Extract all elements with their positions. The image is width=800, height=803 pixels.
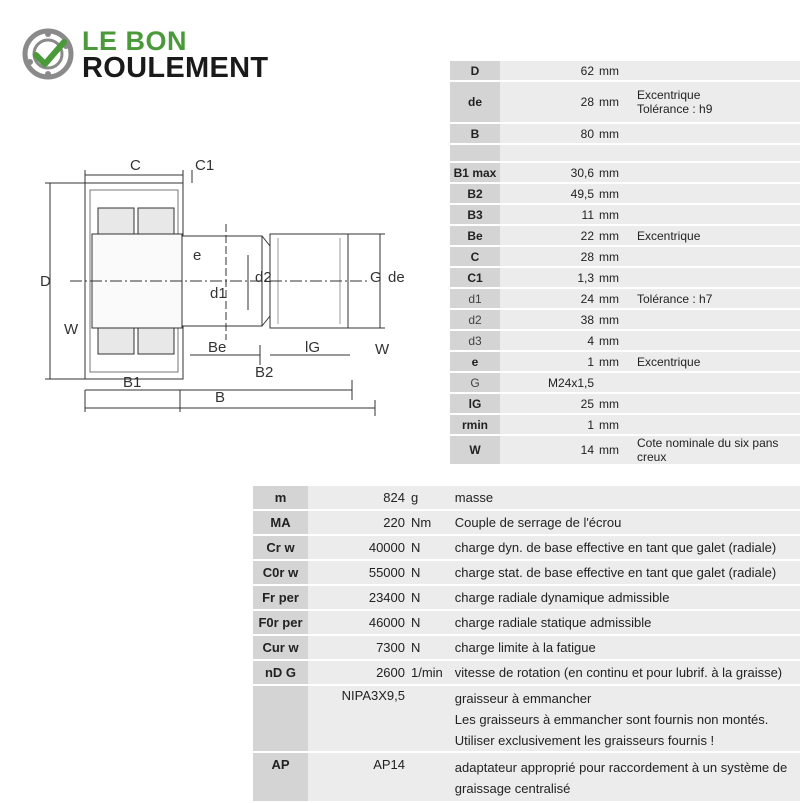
- value-cell: 23400: [308, 586, 408, 609]
- logo[interactable]: [22, 26, 302, 84]
- value-cell: 49,5: [500, 184, 597, 203]
- note-cell: [449, 586, 800, 609]
- note-cell: [629, 124, 800, 143]
- table-row: [450, 394, 800, 413]
- symbol-cell: rmin: [450, 415, 500, 434]
- note-line: Utiliser exclusivement les graisseurs fournis !: [454, 733, 715, 748]
- note-cell: [629, 331, 800, 350]
- unit-cell: mm: [597, 352, 629, 371]
- unit-cell: mm: [597, 124, 629, 143]
- unit-cell: mm: [597, 268, 629, 287]
- table-row: [450, 415, 800, 434]
- note-line: Excentrique: [637, 354, 701, 369]
- label-de: de: [388, 269, 405, 286]
- symbol-cell: AP: [253, 753, 308, 801]
- table-row: [450, 163, 800, 182]
- note-cell: [629, 226, 800, 245]
- note-cell: [449, 636, 800, 659]
- symbol-cell: Be: [450, 226, 500, 245]
- label-lG: lG: [305, 339, 320, 356]
- unit-cell: N: [408, 636, 449, 659]
- technical-drawing: [30, 150, 430, 420]
- unit-cell: N: [408, 611, 449, 634]
- value-cell: 7300: [308, 636, 408, 659]
- unit-cell: mm: [597, 436, 629, 464]
- unit-cell: mm: [597, 394, 629, 413]
- label-G: G: [370, 269, 382, 286]
- unit-cell: g: [408, 486, 449, 509]
- unit-cell: mm: [597, 247, 629, 266]
- value-cell: 80: [500, 124, 597, 143]
- symbol-cell: MA: [253, 511, 308, 534]
- note-cell: [449, 661, 800, 684]
- table-row: [253, 686, 800, 751]
- unit-cell: N: [408, 536, 449, 559]
- symbol-cell: Fr per: [253, 586, 308, 609]
- value-cell: 28: [500, 247, 597, 266]
- table-row: [450, 331, 800, 350]
- table-row: [450, 436, 800, 464]
- value-cell: 38: [500, 310, 597, 329]
- label-B: B: [215, 389, 226, 406]
- value-cell: 28: [500, 82, 597, 122]
- unit-cell: mm: [597, 226, 629, 245]
- properties-table: [253, 484, 800, 803]
- note-cell: [629, 205, 800, 224]
- note-cell: [629, 268, 800, 287]
- unit-cell: mm: [597, 184, 629, 203]
- symbol-cell: F0r per: [253, 611, 308, 634]
- note-line: Couple de serrage de l'écrou: [454, 515, 622, 530]
- table-row: [253, 611, 800, 634]
- symbol-cell: de: [450, 82, 500, 122]
- table-row: [450, 373, 800, 392]
- unit-cell: mm: [597, 61, 629, 80]
- value-cell: 14: [500, 436, 597, 464]
- symbol-cell: Cur w: [253, 636, 308, 659]
- label-W-left: W: [64, 321, 79, 338]
- label-W-right: W: [375, 341, 390, 358]
- note-line: masse: [454, 490, 494, 505]
- table-row: [253, 561, 800, 584]
- unit-cell: 1/min: [408, 661, 449, 684]
- label-e: e: [193, 247, 202, 264]
- table-row: [450, 61, 800, 80]
- note-line: Cote nominale du six pans creux: [637, 436, 779, 464]
- symbol-cell: B: [450, 124, 500, 143]
- note-cell: [629, 247, 800, 266]
- note-cell: [449, 686, 800, 751]
- value-cell: 1,3: [500, 268, 597, 287]
- table-row: [253, 511, 800, 534]
- note-line: graissage centralisé: [454, 781, 571, 796]
- label-d2: d2: [255, 269, 272, 286]
- symbol-cell: B3: [450, 205, 500, 224]
- value-cell: 824: [308, 486, 408, 509]
- table-spacer: [450, 145, 800, 161]
- note-cell: [449, 611, 800, 634]
- value-cell: 25: [500, 394, 597, 413]
- unit-cell: mm: [597, 310, 629, 329]
- note-cell: [629, 61, 800, 80]
- value-cell: 4: [500, 331, 597, 350]
- value-cell: 1: [500, 352, 597, 371]
- unit-cell: [597, 373, 629, 392]
- logo-line-1: LE BON: [82, 26, 188, 56]
- value-cell: 11: [500, 205, 597, 224]
- unit-cell: Nm: [408, 511, 449, 534]
- table-row: [253, 636, 800, 659]
- table-row: [253, 586, 800, 609]
- symbol-cell: e: [450, 352, 500, 371]
- note-line: Tolérance : h7: [637, 291, 713, 306]
- unit-cell: mm: [597, 205, 629, 224]
- table-row: [450, 205, 800, 224]
- label-D: D: [40, 273, 51, 290]
- value-cell: 46000: [308, 611, 408, 634]
- value-cell: 24: [500, 289, 597, 308]
- table-row: [450, 184, 800, 203]
- table-row: [253, 536, 800, 559]
- table-row: [450, 82, 800, 122]
- unit-cell: [408, 686, 449, 751]
- label-B2: B2: [255, 364, 274, 381]
- note-cell: [629, 163, 800, 182]
- table-row: [450, 310, 800, 329]
- table-row: [450, 289, 800, 308]
- note-line: charge dyn. de base effective en tant que galet (radiale): [454, 540, 777, 555]
- value-cell: NIPA3X9,5: [308, 686, 408, 751]
- symbol-cell: G: [450, 373, 500, 392]
- symbol-cell: C1: [450, 268, 500, 287]
- note-line: charge limite à la fatigue: [454, 640, 596, 655]
- unit-cell: N: [408, 561, 449, 584]
- note-line: Tolérance : h9: [637, 102, 713, 116]
- dimensions-table: [450, 59, 800, 466]
- value-cell: 62: [500, 61, 597, 80]
- note-cell: [629, 310, 800, 329]
- note-cell: [629, 289, 800, 308]
- table-row: [253, 661, 800, 684]
- note-line: vitesse de rotation (en continu et pour lubrif. à la graisse): [454, 665, 783, 680]
- symbol-cell: Cr w: [253, 536, 308, 559]
- table-row: [450, 247, 800, 266]
- symbol-cell: D: [450, 61, 500, 80]
- note-cell: [449, 486, 800, 509]
- unit-cell: mm: [597, 163, 629, 182]
- note-line: charge radiale dynamique admissible: [454, 590, 670, 605]
- symbol-cell: W: [450, 436, 500, 464]
- note-cell: [629, 82, 800, 122]
- value-cell: 30,6: [500, 163, 597, 182]
- table-row: [450, 268, 800, 287]
- unit-cell: [408, 753, 449, 801]
- unit-cell: mm: [597, 289, 629, 308]
- symbol-cell: nD G: [253, 661, 308, 684]
- note-line: Les graisseurs à emmancher sont fournis non montés.: [454, 712, 769, 727]
- symbol-cell: d3: [450, 331, 500, 350]
- value-cell: 55000: [308, 561, 408, 584]
- value-cell: M24x1,5: [500, 373, 597, 392]
- table-row: [253, 753, 800, 801]
- symbol-cell: lG: [450, 394, 500, 413]
- unit-cell: mm: [597, 415, 629, 434]
- note-cell: [629, 184, 800, 203]
- symbol-cell: B2: [450, 184, 500, 203]
- note-cell: [449, 536, 800, 559]
- note-line: charge stat. de base effective en tant que galet (radiale): [454, 565, 777, 580]
- symbol-cell: C0r w: [253, 561, 308, 584]
- note-line: charge radiale statique admissible: [454, 615, 652, 630]
- note-cell: [449, 561, 800, 584]
- label-C: C: [130, 157, 141, 174]
- table-row: [253, 486, 800, 509]
- label-B1: B1: [123, 374, 142, 391]
- value-cell: 40000: [308, 536, 408, 559]
- unit-cell: mm: [597, 82, 629, 122]
- note-cell: [629, 436, 800, 464]
- note-cell: [629, 373, 800, 392]
- note-cell: [629, 352, 800, 371]
- table-row: [450, 226, 800, 245]
- note-cell: [629, 394, 800, 413]
- symbol-cell: B1 max: [450, 163, 500, 182]
- label-C1: C1: [195, 157, 215, 174]
- symbol-cell: [253, 686, 308, 751]
- value-cell: AP14: [308, 753, 408, 801]
- symbol-cell: C: [450, 247, 500, 266]
- label-Be: Be: [208, 339, 227, 356]
- value-cell: 1: [500, 415, 597, 434]
- note-line: graisseur à emmancher: [454, 691, 592, 706]
- symbol-cell: d1: [450, 289, 500, 308]
- note-cell: [449, 511, 800, 534]
- unit-cell: N: [408, 586, 449, 609]
- logo-line-2: ROULEMENT: [82, 52, 269, 84]
- symbol-cell: d2: [450, 310, 500, 329]
- note-cell: [449, 753, 800, 801]
- note-line: Excentrique: [637, 88, 701, 102]
- table-row: [450, 124, 800, 143]
- unit-cell: mm: [597, 331, 629, 350]
- table-row: [450, 352, 800, 371]
- value-cell: 220: [308, 511, 408, 534]
- value-cell: 22: [500, 226, 597, 245]
- label-d1: d1: [210, 285, 227, 302]
- bearing-check-icon: [22, 28, 74, 80]
- note-line: Excentrique: [637, 228, 701, 243]
- symbol-cell: m: [253, 486, 308, 509]
- note-cell: [629, 415, 800, 434]
- value-cell: 2600: [308, 661, 408, 684]
- note-line: adaptateur approprié pour raccordement à un système de: [454, 760, 788, 775]
